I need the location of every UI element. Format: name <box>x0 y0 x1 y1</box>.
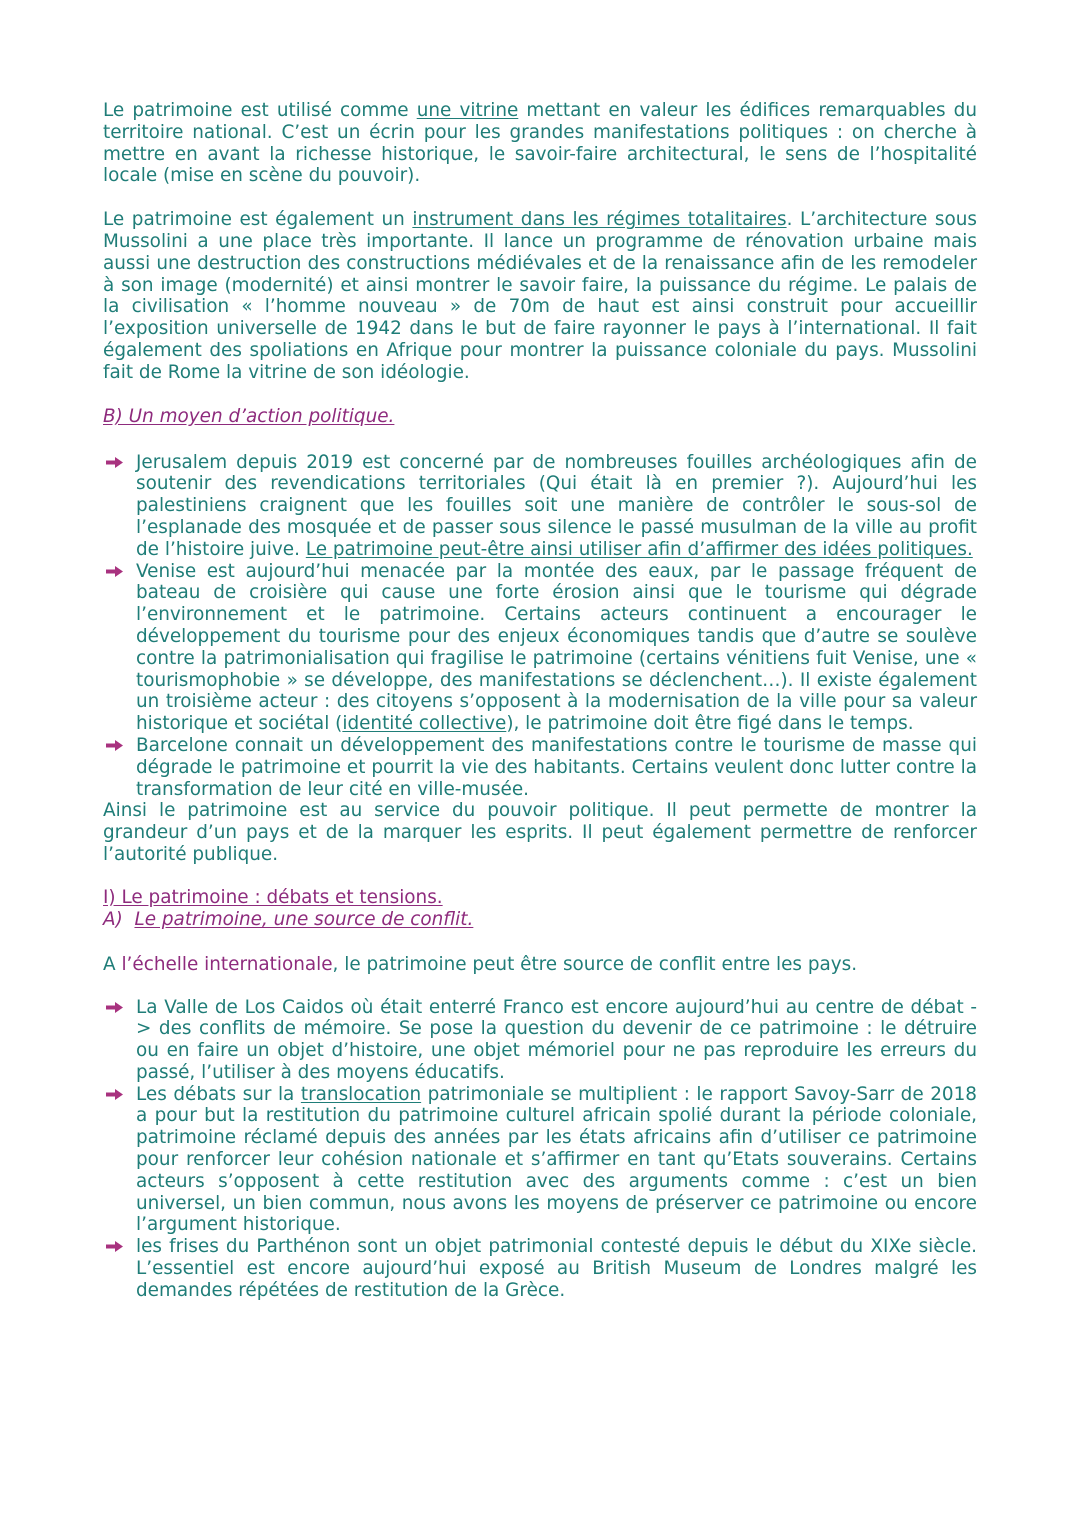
right-arrow-icon <box>106 1002 123 1013</box>
paragraph-conclusion: Ainsi le patrimoine est au service du pouvoir politique. Il peut permette de montrer la grandeur d’un pays et de la marquer les esprits. Il peut également permettre de renforcer l’autorité publique. <box>103 800 977 865</box>
list-item-text: les frises du Parthénon sont un objet patrimonial contesté depuis le début du XIXe siècle. L’essentiel est encore aujourd’hui exposé au British Museum de Londres malgré les demandes répétées de restitution de la Grèce. <box>136 1236 977 1301</box>
right-arrow-icon <box>106 1089 123 1100</box>
text-segment: , le patrimoine peut être source de conflit entre les pays. <box>332 953 858 975</box>
list-item-text: Barcelone connait un développement des manifestations contre le tourisme de masse qui dégrade le patrimoine et pourrit la vie des habitants. Certains veulent donc lutter contre la transformation de leur cité en ville-musée. <box>136 734 977 800</box>
paragraph-instrument <box>103 209 977 383</box>
text-segment: A <box>103 953 122 975</box>
section-heading-a: Le patrimoine, une source de conflit. <box>134 908 474 930</box>
underlined-term: instrument dans les régimes totalitaires <box>412 209 787 231</box>
text-segment: mettant en valeur les édifices remarquables du territoire national. C’est un écrin pour les grandes manifestations politiques : on cherche à mettre en avant la richesse historique, le savoir-faire architectural, le sens de l’hospitalité locale (mise en scène du pouvoir). <box>103 100 977 187</box>
text-segment: Le patrimoine est également un <box>103 209 413 231</box>
conflits-list <box>103 997 977 1302</box>
list-item-text: La Valle de Los Caidos où était enterré Franco est encore aujourd’hui au centre de débat -> des conflits de mémoire. Se pose la question du devenir de ce patrimoine : le détruire ou en faire un objet d’histoire, une objet mémoriel pour ne pas reproduire les erreurs du passé, l’utiliser à des moyens éducatifs. <box>136 996 977 1083</box>
list-item-text: ), le patrimoine doit être figé dans le temps. <box>506 713 914 735</box>
list-item <box>103 997 977 1084</box>
right-arrow-icon <box>106 457 123 468</box>
right-arrow-icon <box>106 1241 123 1252</box>
underlined-term: translocation <box>300 1083 422 1105</box>
highlighted-term: l’échelle internationale <box>121 953 333 975</box>
list-item <box>103 735 977 800</box>
list-item-text: Les débats sur la <box>136 1083 301 1105</box>
list-item-text: Jerusalem depuis 2019 est concerné par de nombreuses fouilles archéologiques afin de soutenir des revendications territoriales (Qui était là en premier ?). Aujourd’hui les palestiniens craignent que les fouilles soit une manière de contrôler le sous-sol de l’esplanade des mosquée et de passer sous silence le passé musulman de la ville au profit de l’histoire juive. <box>136 451 977 560</box>
list-item <box>103 1084 977 1237</box>
paragraph-vitrine <box>103 100 977 187</box>
document-page <box>103 100 977 1302</box>
paragraph-international <box>103 954 977 976</box>
section-heading-a-label: A) <box>103 908 123 930</box>
list-item-text: Venise est aujourd’hui menacée par la montée des eaux, par le passage fréquent de bateau de croisière qui cause une forte érosion ainsi que le tourisme qui dégrade l’environnement et le patrimoine. Certains acteurs continuent a encourager le développement du tourisme pour des enjeux économiques tandis que d’autre se soulève contre la patrimonialisation qui fragilise le patrimoine (certains vénitiens fuit Venise, une « tourismophobie » se développe, des manifestations se déclenchent…). Il existe également un troisième acteur : des citoyens s’opposent à la modernisation de la ville pour sa valeur historique et sociétal ( <box>136 560 977 735</box>
text-segment: . L’architecture sous Mussolini a une place très importante. Il lance un programme de rénovation urbaine mais aussi une destruction des constructions médiévales et de la renaissance afin de les remodeler à son image (modernité) et ainsi montrer le savoir faire, la puissance du régime. Le palais de la civilisation « l’homme nouveau » de 70m de haut est ainsi construit pour accueillir l’exposition universelle de 1942 dans le but de faire rayonner le pays à l’international. Il fait également des spoliations en Afrique pour montrer la puissance coloniale du pays. Mussolini fait de Rome la vitrine de son idéologie. <box>103 209 978 383</box>
right-arrow-icon <box>106 566 123 577</box>
list-item <box>103 561 977 735</box>
text-segment: Le patrimoine est utilisé comme <box>103 100 417 121</box>
underlined-term: une vitrine <box>416 100 519 121</box>
list-item <box>103 1236 977 1301</box>
list-item-text: patrimoniale se multiplient : le rapport Savoy-Sarr de 2018 a pour but la restitution du patrimoine culturel africain spolié durant la période coloniale, patrimoine réclamé depuis des années par les états africains afin d’utiliser ce patrimoine pour renforcer leur cohésion nationale et s’affirmer en tant qu’Etats souverains. Certains acteurs s’opposent à cette restitution avec des arguments comme : c’est un bien universel, un bien commun, nous avons les moyens de préserver ce patrimoine ou encore l’argument historique. <box>136 1083 977 1236</box>
section-heading-i: I) Le patrimoine : débats et tensions. <box>103 886 443 908</box>
right-arrow-icon <box>106 740 123 751</box>
section-headings <box>103 887 977 931</box>
section-heading-b: B) Un moyen d’action politique. <box>103 405 395 427</box>
politique-list <box>103 452 977 801</box>
list-item <box>103 452 977 561</box>
underlined-term: Le patrimoine peut-être ainsi utiliser afin d’affirmer des idées politiques. <box>305 538 973 560</box>
underlined-term: identité collective <box>342 713 507 735</box>
